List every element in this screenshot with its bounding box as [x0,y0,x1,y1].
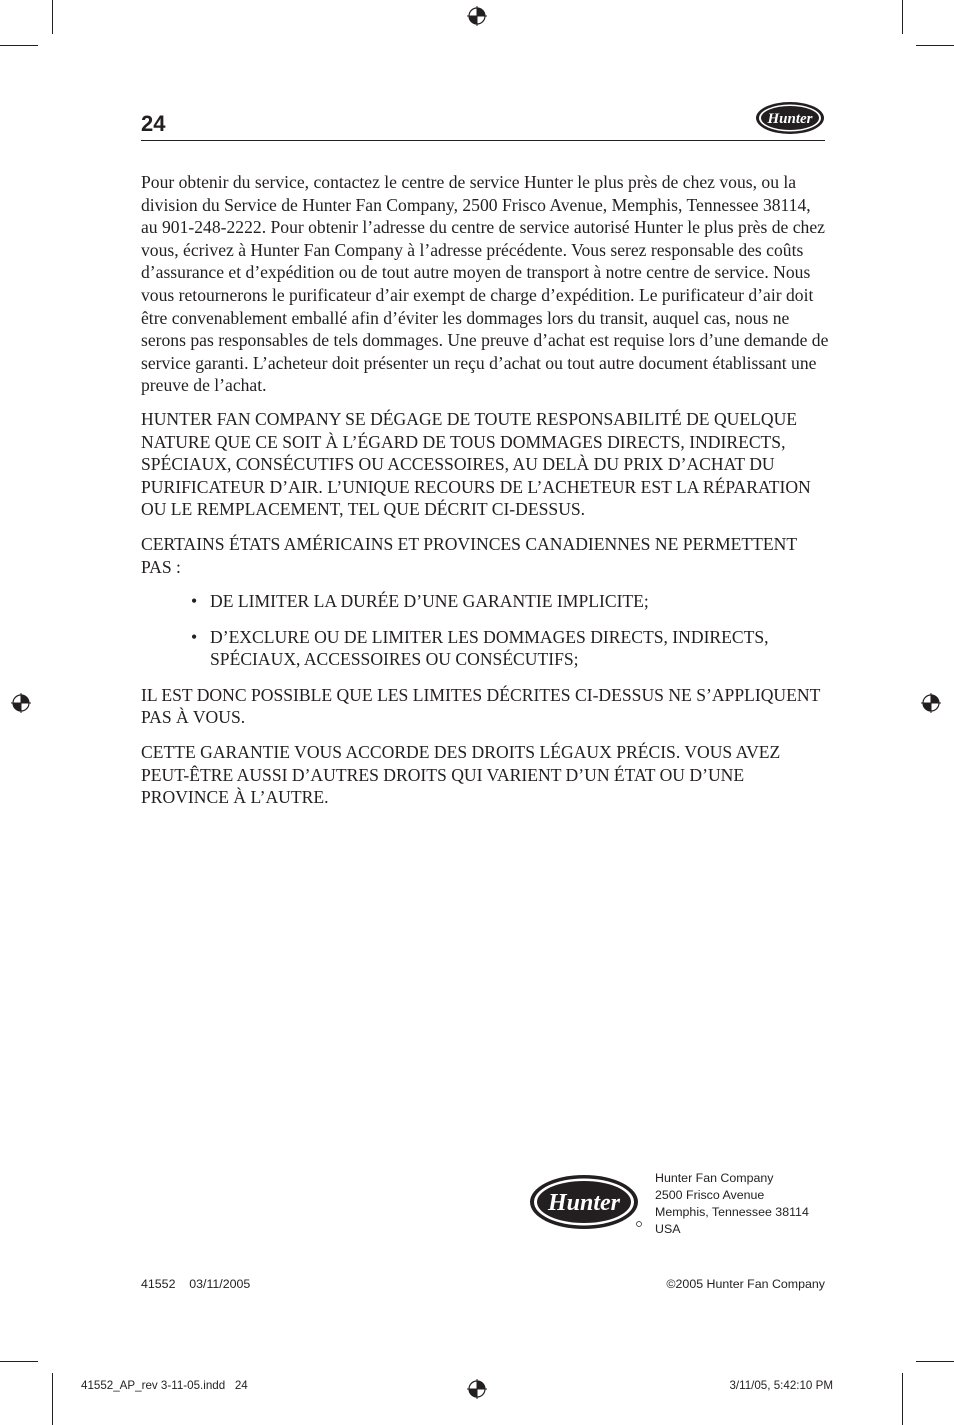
crop-mark [902,0,903,34]
list-item: • DE LIMITER LA DURÉE D’UNE GARANTIE IMPLICITE; [191,591,649,612]
rights-paragraph: CETTE GARANTIE VOUS ACCORDE DES DROITS LÉGAUX PRÉCIS. VOUS AVEZ PEUT-ÊTRE AUSSI D’AUTRES DROITS QUI VARIENT D’UN ÉTAT OU D’UNE PROVINCE À L’AUTRE. [141,742,781,808]
copyright: ©2005 Hunter Fan Company [666,1277,825,1291]
address-line: 2500 Frisco Avenue [655,1188,765,1202]
warranty-text [141,171,831,821]
bullet-icon: • [191,591,198,612]
applicability-paragraph: IL EST DONC POSSIBLE QUE LES LIMITES DÉCRITES CI-DESSUS NE S’APPLIQUENT PAS À VOUS. [141,684,821,728]
crop-mark [52,0,53,34]
page-number: 24 [141,111,166,136]
registration-mark-icon [467,1379,487,1399]
registration-mark-icon [11,693,31,713]
registration-mark-icon [921,693,941,713]
address-line: USA [655,1222,681,1236]
svg-text:Hunter: Hunter [767,111,813,127]
crop-mark [52,1373,53,1425]
print-timestamp: 3/11/05, 5:42:10 PM [729,1379,833,1392]
crop-mark [902,1373,903,1425]
hunter-logo [754,100,826,136]
file-info: 41552_AP_rev 3-11-05.indd 24 [81,1379,248,1392]
list-item: • D’EXCLURE OU DE LIMITER LES DOMMAGES DIRECTS, INDIRECTS, SPÉCIAUX, ACCESSOIRES OU CONSÉCUTIFS; [191,626,769,670]
part-number-date: 41552 03/11/2005 [141,1277,251,1291]
crop-mark [916,1361,954,1362]
crop-mark [0,1361,38,1362]
address-line: Memphis, Tennessee 38114 [655,1205,809,1219]
crop-mark [0,45,38,46]
address-line: Hunter Fan Company [655,1171,774,1185]
registration-mark-icon [467,6,487,26]
company-address [655,1170,809,1238]
disclaimer-paragraph: HUNTER FAN COMPANY SE DÉGAGE DE TOUTE RESPONSABILITÉ DE QUELQUE NATURE QUE CE SOIT À L’ÉGARD DE TOUS DOMMAGES DIRECTS, INDIRECTS, SPÉCIAUX, CONSÉCUTIFS OU ACCESSOIRES, AU DELÀ DU PRIX D’ACHAT DU PURIFICATEUR D’AIR. L’UNIQUE RECOURS DE L’ACHETEUR EST LA RÉPARATION OU LE REMPLACEMENT, TEL QUE DÉCRIT CI-DESSUS. [141,408,811,520]
jurisdiction-paragraph: CERTAINS ÉTATS AMÉRICAINS ET PROVINCES CANADIENNES NE PERMETTENT PAS : [141,533,797,577]
hunter-logo [529,1173,644,1231]
svg-text:Hunter: Hunter [547,1190,621,1216]
crop-mark [916,45,954,46]
limitations-list [141,590,831,671]
service-paragraph: Pour obtenir du service, contactez le centre de service Hunter le plus près de chez vous, ou la division du Service de Hunter Fan Company, 2500 Frisco Avenue, Memphis, Tennessee 38114, au 901-248-2222. Pour obtenir l’adresse du centre de service autorisé Hunter le plus près de chez vous, écrivez à Hunter Fan Company à l’adresse précédente. Vous serez responsable des coûts d’assurance et d’expédition ou de tout autre moyen de transport à notre centre de service. Nous vous retournerons le purificateur d’air exempt de charge d’expédition. Le purificateur d’air doit être convenablement emballé afin d’éviter les dommages lors du transit, auquel cas, nous ne serons pas responsables de tels dommages. Une preuve d’achat est requise lors d’une demande de service garanti. L’acheteur doit présenter un reçu d’achat ou tout autre document établissant une preuve de l’achat. [141,172,829,396]
header-rule [141,140,825,141]
bullet-icon: • [191,626,198,647]
